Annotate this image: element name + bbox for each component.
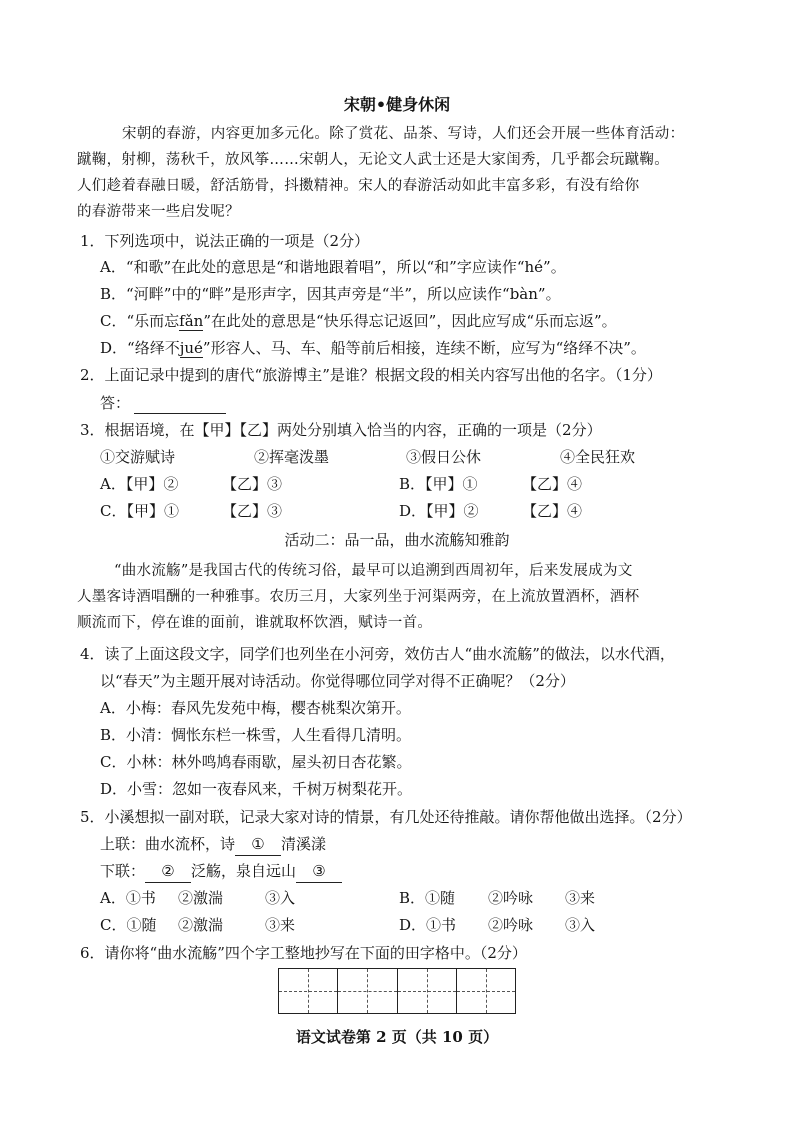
q3-choice-3: ③假日公休	[406, 448, 482, 466]
q3-option-c-yi: 【乙】③	[222, 502, 283, 520]
q1-option-c	[100, 310, 617, 332]
tianzige-cell-1[interactable]	[279, 969, 338, 1013]
q4-stem-1: 4．读了上面这段文字，同学们也列坐在小河旁，效仿古人“曲水流觞”的做法，以水代酒，	[80, 645, 675, 663]
q5-lower-couplet	[100, 860, 342, 883]
q1-c-pre: C．“乐而忘	[100, 312, 180, 330]
q1-c-pinyin: fǎn	[179, 312, 204, 330]
q3-choice-1: ①交游赋诗	[100, 448, 176, 466]
tianzige-cell-3[interactable]	[398, 969, 457, 1013]
q5-option-d-3: ③入	[565, 916, 596, 934]
activity2-line-3: 顺流而下，停在谁的面前，谁就取杯饮酒，赋诗一首。	[77, 615, 433, 631]
q3-option-a-yi: 【乙】③	[222, 475, 283, 493]
section-title: 宋朝•健身休闲	[343, 95, 451, 114]
tianzige-cell-4[interactable]	[457, 969, 515, 1013]
q5-option-a-3: ③入	[265, 889, 296, 907]
q5-lower-blank-2[interactable]: ③	[296, 860, 342, 883]
q1-d-pre: D．“络绎不	[100, 339, 180, 357]
q4-option-b: B．小清：惆怅东栏一株雪，人生看得几清明。	[100, 726, 412, 744]
q5-lower-pre: 下联：	[100, 862, 146, 880]
q3-stem: 3．根据语境，在【甲】【乙】两处分别填入恰当的内容，正确的一项是（2分）	[80, 421, 602, 439]
q3-option-b-jia: B．【甲】①	[399, 475, 478, 493]
q5-option-a-2: ②激湍	[178, 889, 224, 907]
tianzige-grid	[278, 968, 516, 1014]
tianzige-cell-2[interactable]	[338, 969, 397, 1013]
activity2-title: 活动二：品一品，曲水流觞知雅韵	[284, 531, 510, 549]
q5-option-b-2: ②吟咏	[488, 889, 534, 907]
q1-option-b: B．“河畔”中的“畔”是形声字，因其声旁是“半”，所以应读作“bàn”。	[100, 285, 561, 303]
q5-option-c-1: C．①随	[100, 916, 157, 934]
page-footer: 语文试卷第 2 页（共 10 页）	[295, 1028, 499, 1046]
q3-choice-2: ②挥毫泼墨	[254, 448, 330, 466]
q3-option-a-jia: A．【甲】②	[100, 475, 179, 493]
q1-option-a: A．“和歌”在此处的意思是“和谐地跟着唱”，所以“和”字应读作“hé”。	[100, 258, 566, 276]
q4-option-c: C．小林：林外鸣鸠春雨歇，屋头初日杏花繁。	[100, 753, 412, 771]
activity2-line-1: “曲水流觞”是我国古代的传统习俗，最早可以追溯到西周初年，后来发展成为文	[114, 563, 633, 579]
q5-upper-blank[interactable]: ①	[235, 833, 281, 856]
q5-stem: 5．小溪想拟一副对联，记录大家对诗的情景，有几处还待推敲。请你帮他做出选择。（2分）	[80, 808, 692, 826]
q6-stem: 6．请你将“曲水流觞”四个字工整地抄写在下面的田字格中。（2分）	[80, 944, 527, 962]
intro-line-4: 的春游带来一些启发呢？	[77, 204, 240, 220]
q5-option-b-1: B．①随	[399, 889, 456, 907]
q1-d-pinyin: jué	[179, 339, 203, 357]
q4-option-d: D．小雪：忽如一夜春风来，千树万树梨花开。	[100, 780, 413, 798]
q1-c-post: ”在此处的意思是“快乐得忘记返回”，因此应写成“乐而忘返”。	[203, 312, 617, 330]
q5-upper-couplet	[100, 833, 326, 856]
q5-upper-pre: 上联：曲水流杯，诗	[100, 835, 236, 853]
q5-option-c-3: ③来	[265, 916, 296, 934]
q5-option-d-1: D．①书	[399, 916, 457, 934]
activity2-line-2: 人墨客诗酒唱酬的一种雅事。农历三月，大家列坐于河渠两旁，在上流放置酒杯，酒杯	[77, 589, 640, 605]
q3-option-b-yi: 【乙】④	[522, 475, 583, 493]
q2-answer-label: 答：	[100, 394, 131, 412]
q2-answer-blank[interactable]	[134, 397, 226, 414]
q1-d-post: ”形容人、马、车、船等前后相接，连续不断，应写为“络绎不决”。	[202, 339, 646, 357]
q3-option-d-yi: 【乙】④	[522, 502, 583, 520]
q3-option-d-jia: D．【甲】②	[399, 502, 479, 520]
q5-option-c-2: ②激湍	[178, 916, 224, 934]
q3-option-c-jia: C．【甲】①	[100, 502, 179, 520]
q2-answer-line	[100, 392, 226, 414]
q5-option-b-3: ③来	[565, 889, 596, 907]
q1-option-d	[100, 337, 646, 359]
q1-stem: 1．下列选项中，说法正确的一项是（2分）	[80, 232, 370, 250]
intro-line-3: 人们趁着春融日暖，舒活筋骨，抖擞精神。宋人的春游活动如此丰富多彩，有没有给你	[77, 178, 640, 194]
q5-option-d-2: ②吟咏	[488, 916, 534, 934]
intro-line-2: 蹴鞠，射柳，荡秋千，放风筝……宋朝人，无论文人武士还是大家闺秀，几乎都会玩蹴鞠。	[77, 152, 669, 168]
intro-line-1: 宋朝的春游，内容更加多元化。除了赏花、品茶、写诗，人们还会开展一些体育活动：	[122, 126, 685, 142]
q5-option-a-1: A．①书	[100, 889, 156, 907]
q2-stem: 2．上面记录中提到的唐代“旅游博主”是谁？根据文段的相关内容写出他的名字。（1分）	[80, 366, 662, 384]
q3-choice-4: ④全民狂欢	[560, 448, 636, 466]
q5-lower-mid: 泛觞，泉自远山	[191, 862, 297, 880]
q4-stem-2: 以“春天”为主题开展对诗活动。你觉得哪位同学对得不正确呢？（2分）	[100, 672, 575, 690]
q4-option-a: A．小梅：春风先发苑中梅，樱杏桃梨次第开。	[100, 699, 411, 717]
q5-upper-post: 清溪漾	[281, 835, 327, 853]
q5-lower-blank-1[interactable]: ②	[145, 860, 191, 883]
